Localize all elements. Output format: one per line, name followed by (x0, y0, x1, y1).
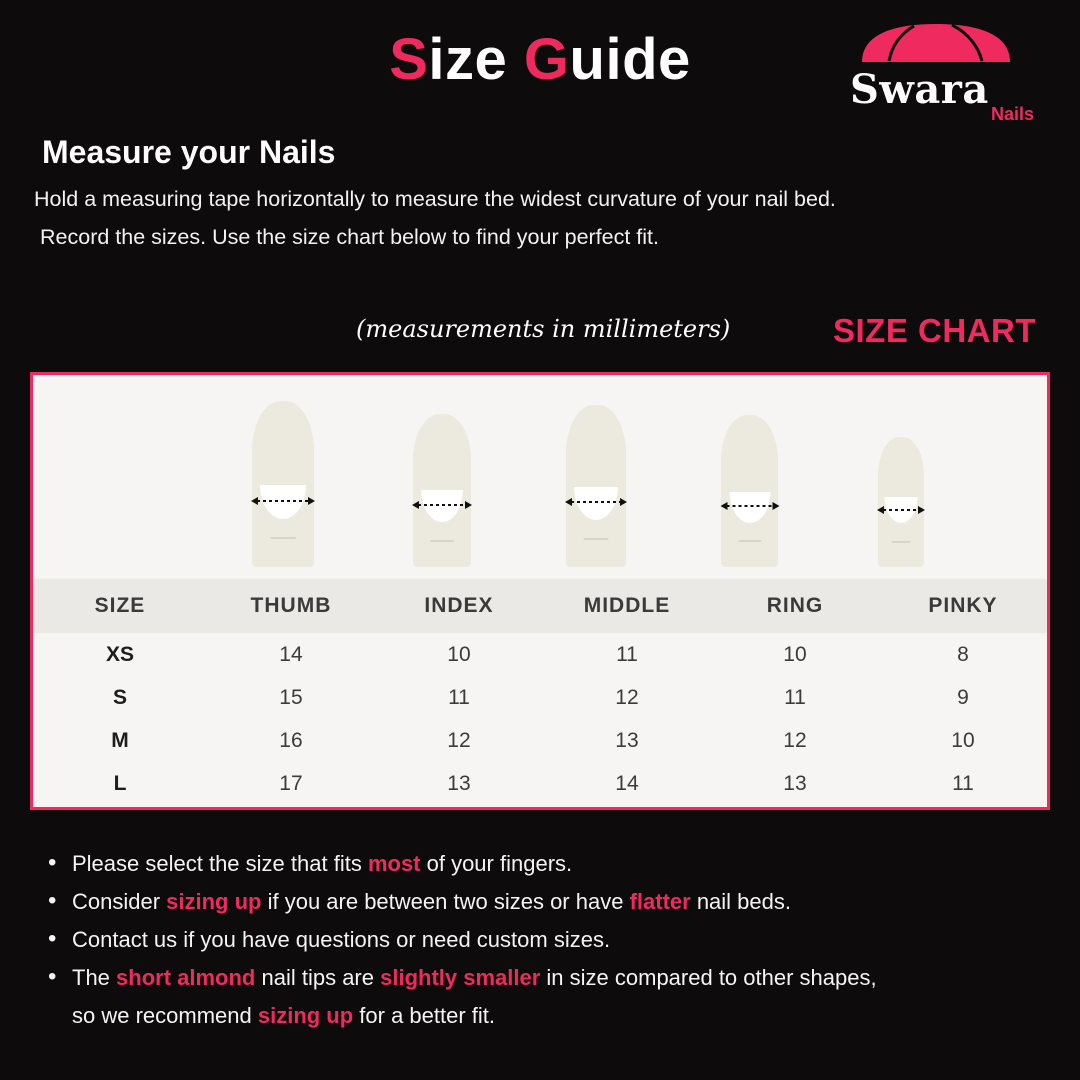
cell-thumb: 17 (279, 771, 303, 795)
cell-pinky: 9 (957, 685, 969, 709)
measure-line-1: Hold a measuring tape horizontally to measure the widest curvature of your nail bed. (34, 187, 836, 211)
cell-pinky: 10 (951, 728, 975, 752)
list-item: • The short almond nail tips are slightly smaller in size compared to other shapes, so we recommend sizing up for a better fit. (44, 959, 1044, 1035)
index-nail-icon (413, 414, 471, 567)
cell-size: M (111, 728, 129, 752)
cell-size: L (113, 771, 127, 795)
title-letter-g: G (523, 27, 570, 92)
logo-wordmark: Swara (850, 66, 989, 113)
nail-swoosh-icon (856, 22, 1016, 68)
table-header-row (33, 579, 1047, 633)
logo-subtitle: Nails (990, 104, 1034, 124)
col-header-index: INDEX (424, 594, 494, 617)
list-item: • Consider sizing up if you are between two sizes or have flatter nail beds. (44, 883, 1044, 921)
col-header-thumb: THUMB (250, 594, 332, 617)
cell-middle: 11 (616, 642, 638, 666)
nail-illustrations (33, 375, 1047, 579)
cell-ring: 12 (783, 728, 807, 752)
list-item: • Please select the size that fits most of your fingers. (44, 845, 1044, 883)
list-item: • Contact us if you have questions or need custom sizes. (44, 921, 1044, 959)
thumb-nail-icon (252, 401, 314, 567)
cell-thumb: 16 (279, 728, 303, 752)
col-header-middle: MIDDLE (583, 594, 671, 617)
size-chart-label: SIZE CHART (833, 312, 1036, 349)
cell-middle: 13 (615, 728, 639, 752)
table-row (33, 762, 1047, 805)
brand-logo (836, 22, 1036, 132)
pinky-nail-icon (878, 437, 924, 567)
col-header-size: SIZE (94, 594, 146, 617)
cell-size: XS (105, 642, 134, 666)
units-note: (measurements in millimeters) (356, 315, 731, 343)
notes-list (44, 845, 1044, 1035)
col-header-ring: RING (766, 594, 824, 617)
table-row (33, 719, 1047, 762)
measure-line-2: Record the sizes. Use the size chart below to find your perfect fit. (40, 225, 660, 249)
cell-pinky: 8 (957, 642, 969, 666)
cell-size: S (112, 685, 127, 709)
middle-nail-icon (566, 405, 626, 567)
title-letter-s: S (389, 27, 429, 92)
table-row (33, 676, 1047, 719)
cell-index: 12 (447, 728, 471, 752)
cell-pinky: 11 (952, 771, 974, 795)
col-header-pinky: PINKY (928, 594, 998, 617)
size-chart (30, 372, 1050, 810)
measure-heading: Measure your Nails (42, 134, 336, 170)
measure-instructions (34, 180, 1044, 256)
cell-middle: 12 (615, 685, 639, 709)
title-word-ize: ize (428, 27, 524, 92)
cell-thumb: 15 (279, 685, 303, 709)
ring-nail-icon (721, 415, 778, 567)
cell-ring: 11 (784, 685, 806, 709)
cell-thumb: 14 (279, 642, 303, 666)
cell-index: 10 (447, 642, 471, 666)
cell-index: 11 (448, 685, 470, 709)
cell-index: 13 (447, 771, 471, 795)
cell-middle: 14 (615, 771, 639, 795)
cell-ring: 13 (783, 771, 807, 795)
title-word-uide: uide (569, 27, 691, 92)
table-row (33, 633, 1047, 676)
cell-ring: 10 (783, 642, 807, 666)
